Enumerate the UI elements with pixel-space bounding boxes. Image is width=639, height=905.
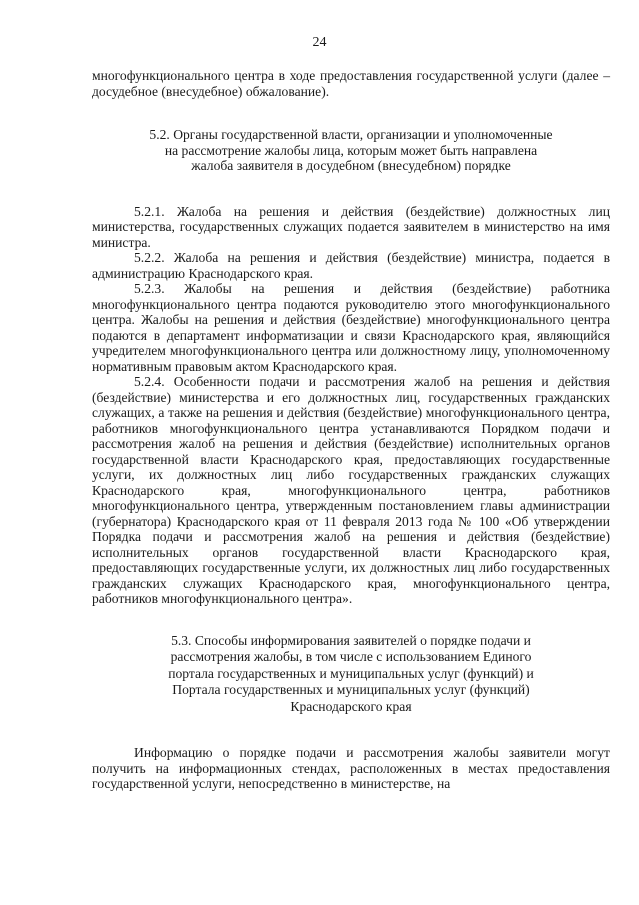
section-heading-line [92, 666, 610, 683]
heading-line: на рассмотрение жалобы лица, которым может быть направлена [164, 142, 538, 158]
page-number: 24 [312, 35, 327, 50]
document-body [92, 68, 610, 792]
heading-line: Портала государственных и муниципальных услуг (функций) [172, 682, 530, 697]
intro-paragraph: многофункционального центра в ходе предоставления государственной услуги (далее – досудебное (внесудебное) обжалование). [92, 68, 610, 99]
section-5-2-heading [92, 127, 610, 174]
heading-line: 5.2. Органы государственной власти, организации и уполномоченные [149, 127, 553, 142]
paragraph-5-2-1: 5.2.1. Жалоба на решения и действия (бездействие) должностных лиц министерства, государственных служащих подается заявителем в министерство на имя министра. [92, 203, 610, 250]
heading-line: 5.3. Способы информирования заявителей о порядке подачи и [171, 632, 531, 648]
section-heading-line [92, 143, 610, 159]
section-heading-line [92, 158, 610, 174]
heading-line: жалоба заявителя в досудебном (внесудебном) порядке [191, 158, 511, 173]
section-5-3-heading [92, 633, 610, 716]
section-heading-line [92, 633, 610, 650]
paragraph-5-2-4: 5.2.4. Особенности подачи и рассмотрения жалоб на решения и действия (бездействие) министерства и его должностных лиц, государственных гражданских служащих, а также на решения и действия (бездействие) многофункционального центра, работников многофункционального центра устанавливаются Порядком подачи и рассмотрения жалоб на решения и действия (бездействие) исполнительных органов государственной власти Краснодарского края, предоставляющих государственные услуги, их должностных лиц либо государственных гражданских служащих Краснодарского края, многофункционального центра, работников многофункционального центра, утвержденным постановлением главы администрации (губернатора) Краснодарского края от 11 февраля 2013 года № 100 «Об утверждении Порядка подачи и рассмотрения жалоб на решения и действия (бездействие) исполнительных органов государственной власти Краснодарского края, предоставляющих государственные услуги, их должностных лиц либо государственных гражданских служащих Краснодарского края, многофункционального центра, работников многофункционального центра». [92, 374, 610, 606]
heading-line: Краснодарского края [290, 698, 412, 714]
section-heading-line [92, 649, 610, 666]
section-heading-line [92, 127, 610, 143]
heading-line: рассмотрения жалобы, в том числе с использованием Единого [170, 649, 532, 664]
section-heading-line [92, 699, 610, 716]
paragraph-5-2-2: 5.2.2. Жалоба на решения и действия (бездействие) министра, подается в администрацию Краснодарского края. [92, 250, 610, 281]
paragraph-5-2-3: 5.2.3. Жалобы на решения и действия (бездействие) работника многофункционального центра подаются руководителю этого многофункционального центра. Жалобы на решения и действия (бездействие) многофункционального центра подаются в департамент информатизации и связи Краснодарского края, являющийся учредителем многофункционального центра или должностному лицу, уполномоченному нормативным правовым актом Краснодарского края. [92, 281, 610, 374]
section-heading-line [92, 682, 610, 699]
paragraph-5-3: Информацию о порядке подачи и рассмотрения жалобы заявители могут получить на информационных стендах, расположенных в местах предоставления государственной услуги, непосредственно в министерстве, на [92, 745, 610, 791]
heading-line: портала государственных и муниципальных услуг (функций) и [168, 665, 534, 681]
